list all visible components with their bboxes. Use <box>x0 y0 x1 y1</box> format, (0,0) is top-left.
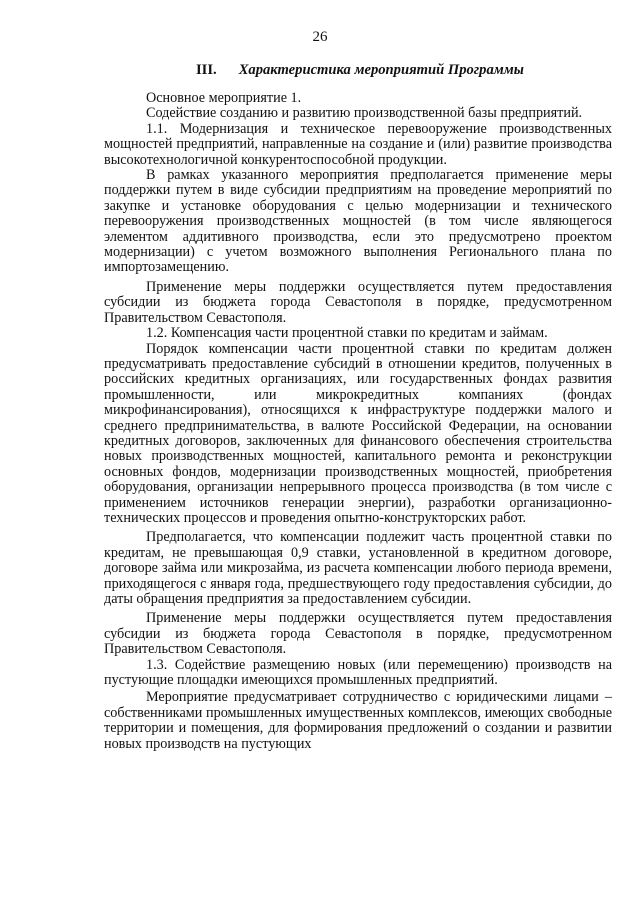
body-text <box>104 91 612 752</box>
paragraph-1-2-support: Применение меры поддержки осуществляется путем предоставления субсидии из бюджета города Севастополя в порядке, предусмотренном Правительством Севастополя. <box>104 610 612 658</box>
paragraph-1-1-support: Применение меры поддержки осуществляется путем предоставления субсидии из бюджета города Севастополя в порядке, предусмотренном Правительством Севастополя. <box>104 278 612 326</box>
paragraph-main-activity-title: Содействие созданию и развитию производственной базы предприятий. <box>146 105 583 122</box>
paragraph-1-1-description: В рамках указанного мероприятия предполагается применение меры поддержки путем в виде субсидии предприятиям на проведение мероприятий по закупке и установке оборудования с целью модернизации и технического перевооружения производственных мощностей (в том числе являющегося элементом аддитивного производства, если это предусмотрено проектом модернизации) с учетом возможного выполнения Регионального плана по импортозамещению. <box>104 167 612 276</box>
paragraph-1-2-order: Порядок компенсации части процентной ставки по кредитам должен предусматривать предоставление субсидий в отношении кредитов, полученных в российских кредитных организациях, или государственных фондах развития промышленности, или микрокредитных компаниях (фондах микрофинансирования), относящихся к инфраструктуре поддержки малого и среднего предпринимательства, в валюте Российской Федерации, на основании кредитных договоров, заключенных для финансового обеспечения строительства новых производственных мощностей, капитального ремонта и реконструкции основных фондов, модернизации производственных мощностей, приобретения оборудования, организации непрерывного процесса производства (в том числе с применением источников генерации энергии), разработки организационно-технических процессов и проведения опытно-конструкторских работ. <box>104 340 612 526</box>
paragraph-1-2-heading: 1.2. Компенсация части процентной ставки по кредитам и займам. <box>146 325 548 342</box>
paragraph-1-1-heading: 1.1. Модернизация и техническое перевооружение производственных мощностей предприятий, направленные на создание и (или) развитие производства высокотехнологичной конкурентоспособной продукции. <box>104 120 612 168</box>
paragraph-main-activity: Основное мероприятие 1. <box>146 90 302 106</box>
section-title: Характеристика мероприятий Программы <box>238 62 524 78</box>
paragraph-1-3-description: Мероприятие предусматривает сотрудничество с юридическими лицами – собственниками промышленных имущественных комплексов, имеющих свободные территории и помещения, для формирования предложений о создании и развитии новых производств на пустующих <box>104 689 612 752</box>
paragraph-1-3-heading: 1.3. Содействие размещению новых (или перемещению) производств на пустующие площадки имеющихся промышленных предприятий. <box>104 656 612 689</box>
section-heading <box>196 63 596 78</box>
section-number: III. <box>196 62 217 78</box>
paragraph-1-2-compensation: Предполагается, что компенсации подлежит часть процентной ставки по кредитам, не превышающая 0,9 ставки, установленной в кредитном договоре, договоре займа или микрозайма, из расчета компенсации любого периода времени, приходящегося с января года, предшествующего году предоставления субсидии, до даты обращения предприятия за предоставлением субсидии. <box>104 529 612 607</box>
page-number: 26 <box>312 29 328 45</box>
